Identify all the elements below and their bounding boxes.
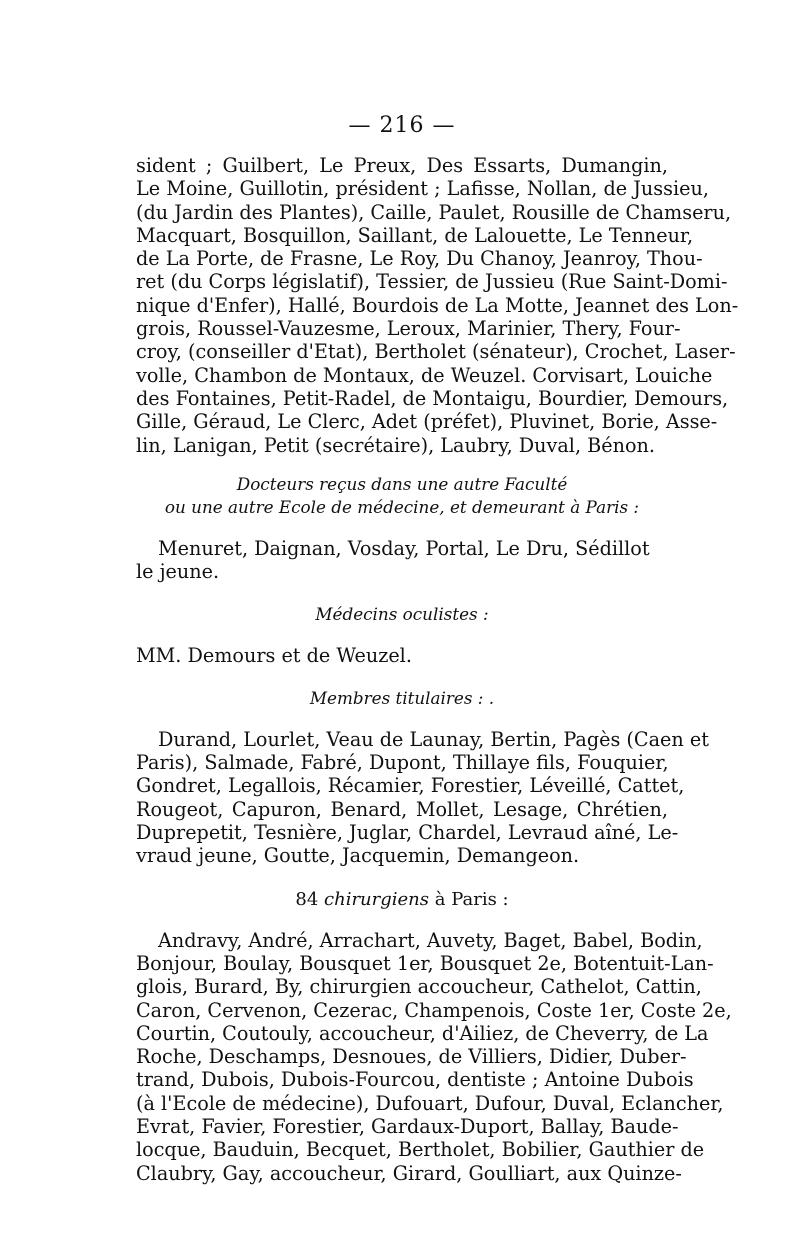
oculistes-list: MM. Demours et de Weuzel. — [136, 643, 412, 667]
text-line: Roche, Deschamps, Desnoues, de Villiers, Didier, Duber- — [136, 1045, 687, 1069]
text-line: volle, Chambon de Montaux, de Weuzel. Corvisart, Louiche — [136, 363, 713, 387]
text-line: glois, Burard, By, chirurgien accoucheur, Cathelot, Cattin, — [136, 975, 702, 999]
text-line: sident ; Guilbert, Le Preux, Des Essarts, Dumangin, — [136, 154, 668, 177]
heading-rest: à Paris : — [434, 888, 509, 910]
text-line: locque, Bauduin, Becquet, Bertholet, Bobilier, Gauthier de — [136, 1138, 705, 1162]
heading-word: chirurgiens — [324, 888, 430, 910]
section-heading-docteurs — [136, 473, 668, 519]
book-page — [136, 112, 739, 1185]
page-number: — 216 — — [348, 113, 456, 138]
heading-line: Docteurs reçus dans une autre Faculté — [236, 473, 568, 494]
text-line: nique d'Enfer), Hallé, Bourdois de La Motte, Jeannet des Lon- — [136, 293, 739, 317]
paragraph-members-list — [136, 154, 739, 457]
heading-line: ou une autre Ecole de médecine, et demeurant à Paris : — [164, 496, 640, 517]
text-line: trand, Dubois, Dubois-Fourcou, dentiste ; Antoine Dubois — [136, 1068, 694, 1092]
text-line: ret (du Corps législatif), Tessier, de Jussieu (Rue Saint-Domi- — [136, 270, 728, 294]
text-line: Macquart, Bosquillon, Saillant, de Lalouette, Le Tenneur, — [136, 223, 694, 247]
text-line: Rougeot, Capuron, Benard, Mollet, Lesage, Chrétien, — [136, 797, 668, 821]
heading-number: 84 — [295, 888, 319, 910]
text-line: des Fontaines, Petit-Radel, de Montaigu, Bourdier, Demours, — [136, 386, 729, 410]
text-line: Paris), Salmade, Fabré, Dupont, Thillaye fils, Fouquier, — [136, 751, 669, 775]
text-line: (du Jardin des Plantes), Caille, Paulet, Rousille de Chamseru, — [136, 200, 732, 224]
text-line: grois, Roussel-Vauzesme, Leroux, Marinier, Thery, Four- — [136, 317, 681, 341]
text-line: Le Moine, Guillotin, président ; Lafisse, Nollan, de Jussieu, — [136, 177, 709, 201]
text-line: Evrat, Favier, Forestier, Gardaux-Duport, Ballay, Baude- — [136, 1115, 679, 1139]
text-line: Gondret, Legallois, Récamier, Forestier, Léveillé, Cattet, — [136, 774, 685, 798]
text-line: Bonjour, Boulay, Bousquet 1er, Bousquet 2e, Botentuit-Lan- — [136, 951, 714, 975]
section-heading-chirurgiens — [136, 888, 668, 911]
text-line: Gille, Géraud, Le Clerc, Adet (préfet), Pluvinet, Borie, Asse- — [136, 410, 718, 434]
section-heading-oculistes: Médecins oculistes : — [315, 603, 489, 624]
paragraph-chirurgiens — [136, 928, 732, 1185]
text-line: Duprepetit, Tesnière, Juglar, Chardel, Levraud aîné, Le- — [136, 821, 679, 845]
text-line: Andravy, André, Arrachart, Auvety, Baget, Babel, Bodin, — [158, 928, 703, 952]
text-line: de La Porte, de Frasne, Le Roy, Du Chanoy, Jeanroy, Thou- — [136, 247, 703, 271]
text-line: Caron, Cervenon, Cezerac, Champenois, Coste 1er, Coste 2e, — [136, 998, 732, 1022]
paragraph-membres-titulaires — [136, 727, 709, 868]
text-line: croy, (conseiller d'Etat), Bertholet (sénateur), Crochet, Laser- — [136, 340, 736, 364]
text-line: lin, Lanigan, Petit (secrétaire), Laubry, Duval, Bénon. — [136, 433, 655, 457]
text-line: (à l'Ecole de médecine), Dufouart, Dufour, Duval, Eclancher, — [136, 1091, 724, 1115]
section-heading-membres: Membres titulaires : . — [309, 687, 495, 708]
text-line: Claubry, Gay, accoucheur, Girard, Goulliart, aux Quinze- — [136, 1161, 682, 1185]
text-line: vraud jeune, Goutte, Jacquemin, Demangeon. — [136, 844, 580, 868]
docteurs-list: Menuret, Daignan, Vosday, Portal, Le Dru, Sédillot le jeune. — [136, 536, 650, 583]
text-line: Durand, Lourlet, Veau de Launay, Bertin, Pagès (Caen et — [158, 727, 709, 751]
text-line: Courtin, Coutouly, accoucheur, d'Ailiez, de Cheverry, de La — [136, 1021, 709, 1045]
